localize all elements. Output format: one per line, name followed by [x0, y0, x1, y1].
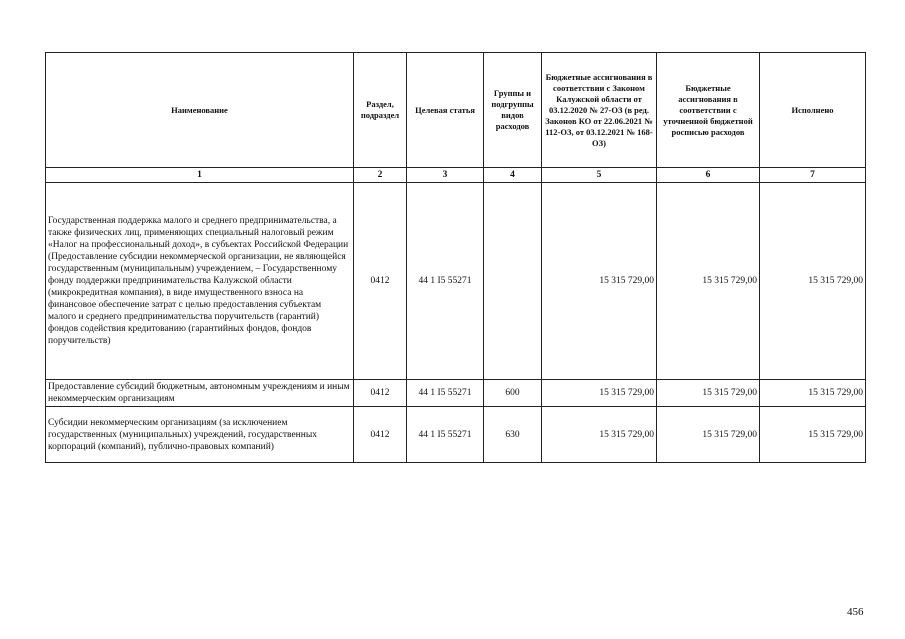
row-section: 0412	[354, 407, 407, 463]
column-number: 7	[760, 168, 866, 183]
column-number: 1	[46, 168, 354, 183]
row-executed-amount: 15 315 729,00	[760, 183, 866, 380]
header-refined-allocation: Бюджетные ассигнования в соответствии с уточненной бюджетной росписью расходов	[657, 53, 760, 168]
header-expense-group: Группы и подгруппы видов расходов	[484, 53, 542, 168]
row-name: Субсидии некоммерческим организациям (за исключением государственных (муниципальных) учреждений, государственных корпораций (компаний), публично-правовых компаний)	[46, 407, 354, 463]
row-refined-amount: 15 315 729,00	[657, 183, 760, 380]
column-number: 6	[657, 168, 760, 183]
row-refined-amount: 15 315 729,00	[657, 380, 760, 407]
column-number: 2	[354, 168, 407, 183]
header-section: Раздел, подраздел	[354, 53, 407, 168]
row-law-amount: 15 315 729,00	[542, 407, 657, 463]
row-section: 0412	[354, 380, 407, 407]
table-row	[46, 380, 866, 407]
row-target-article: 44 1 I5 55271	[407, 407, 484, 463]
row-executed-amount: 15 315 729,00	[760, 380, 866, 407]
page-number: 456	[847, 606, 864, 618]
row-executed-amount: 15 315 729,00	[760, 407, 866, 463]
row-expense-group	[484, 183, 542, 380]
budget-execution-table	[45, 52, 866, 463]
row-refined-amount: 15 315 729,00	[657, 407, 760, 463]
row-target-article: 44 1 I5 55271	[407, 380, 484, 407]
row-name: Государственная поддержка малого и среднего предпринимательства, а также физических лиц, применяющих специальный налоговый режим «Налог на профессиональный доход», в субъектах Российской Федерации (Предоставление субсидии некоммерческой организации, не являющейся государственным (муниципальным) учреждением, – Государственному фонду поддержки предпринимательства Калужской области (микрокредитная компания), в виде имущественного взноса на финансовое обеспечение затрат с целью предоставления субъектам малого и среднего предпринимательства поручительств (гарантий) фондов содействия кредитованию (гарантийных фондов, фондов поручительств)	[46, 183, 354, 380]
header-target-article: Целевая статья	[407, 53, 484, 168]
row-target-article: 44 1 I5 55271	[407, 183, 484, 380]
header-executed: Исполнено	[760, 53, 866, 168]
column-number: 5	[542, 168, 657, 183]
header-law-allocation: Бюджетные ассигнования в соответствии с Законом Калужской области от 03.12.2020 № 27-ОЗ (в ред. Законов КО от 22.06.2021 № 112-ОЗ, от 03.12.2021 № 168-ОЗ)	[542, 53, 657, 168]
table-row	[46, 407, 866, 463]
table-row	[46, 183, 866, 380]
row-expense-group: 630	[484, 407, 542, 463]
header-row	[46, 53, 866, 168]
row-expense-group: 600	[484, 380, 542, 407]
row-name: Предоставление субсидий бюджетным, автономным учреждениям и иным некоммерческим организациям	[46, 380, 354, 407]
row-law-amount: 15 315 729,00	[542, 380, 657, 407]
row-section: 0412	[354, 183, 407, 380]
row-law-amount: 15 315 729,00	[542, 183, 657, 380]
header-name: Наименование	[46, 53, 354, 168]
column-number: 3	[407, 168, 484, 183]
column-number: 4	[484, 168, 542, 183]
column-number-row	[46, 168, 866, 183]
